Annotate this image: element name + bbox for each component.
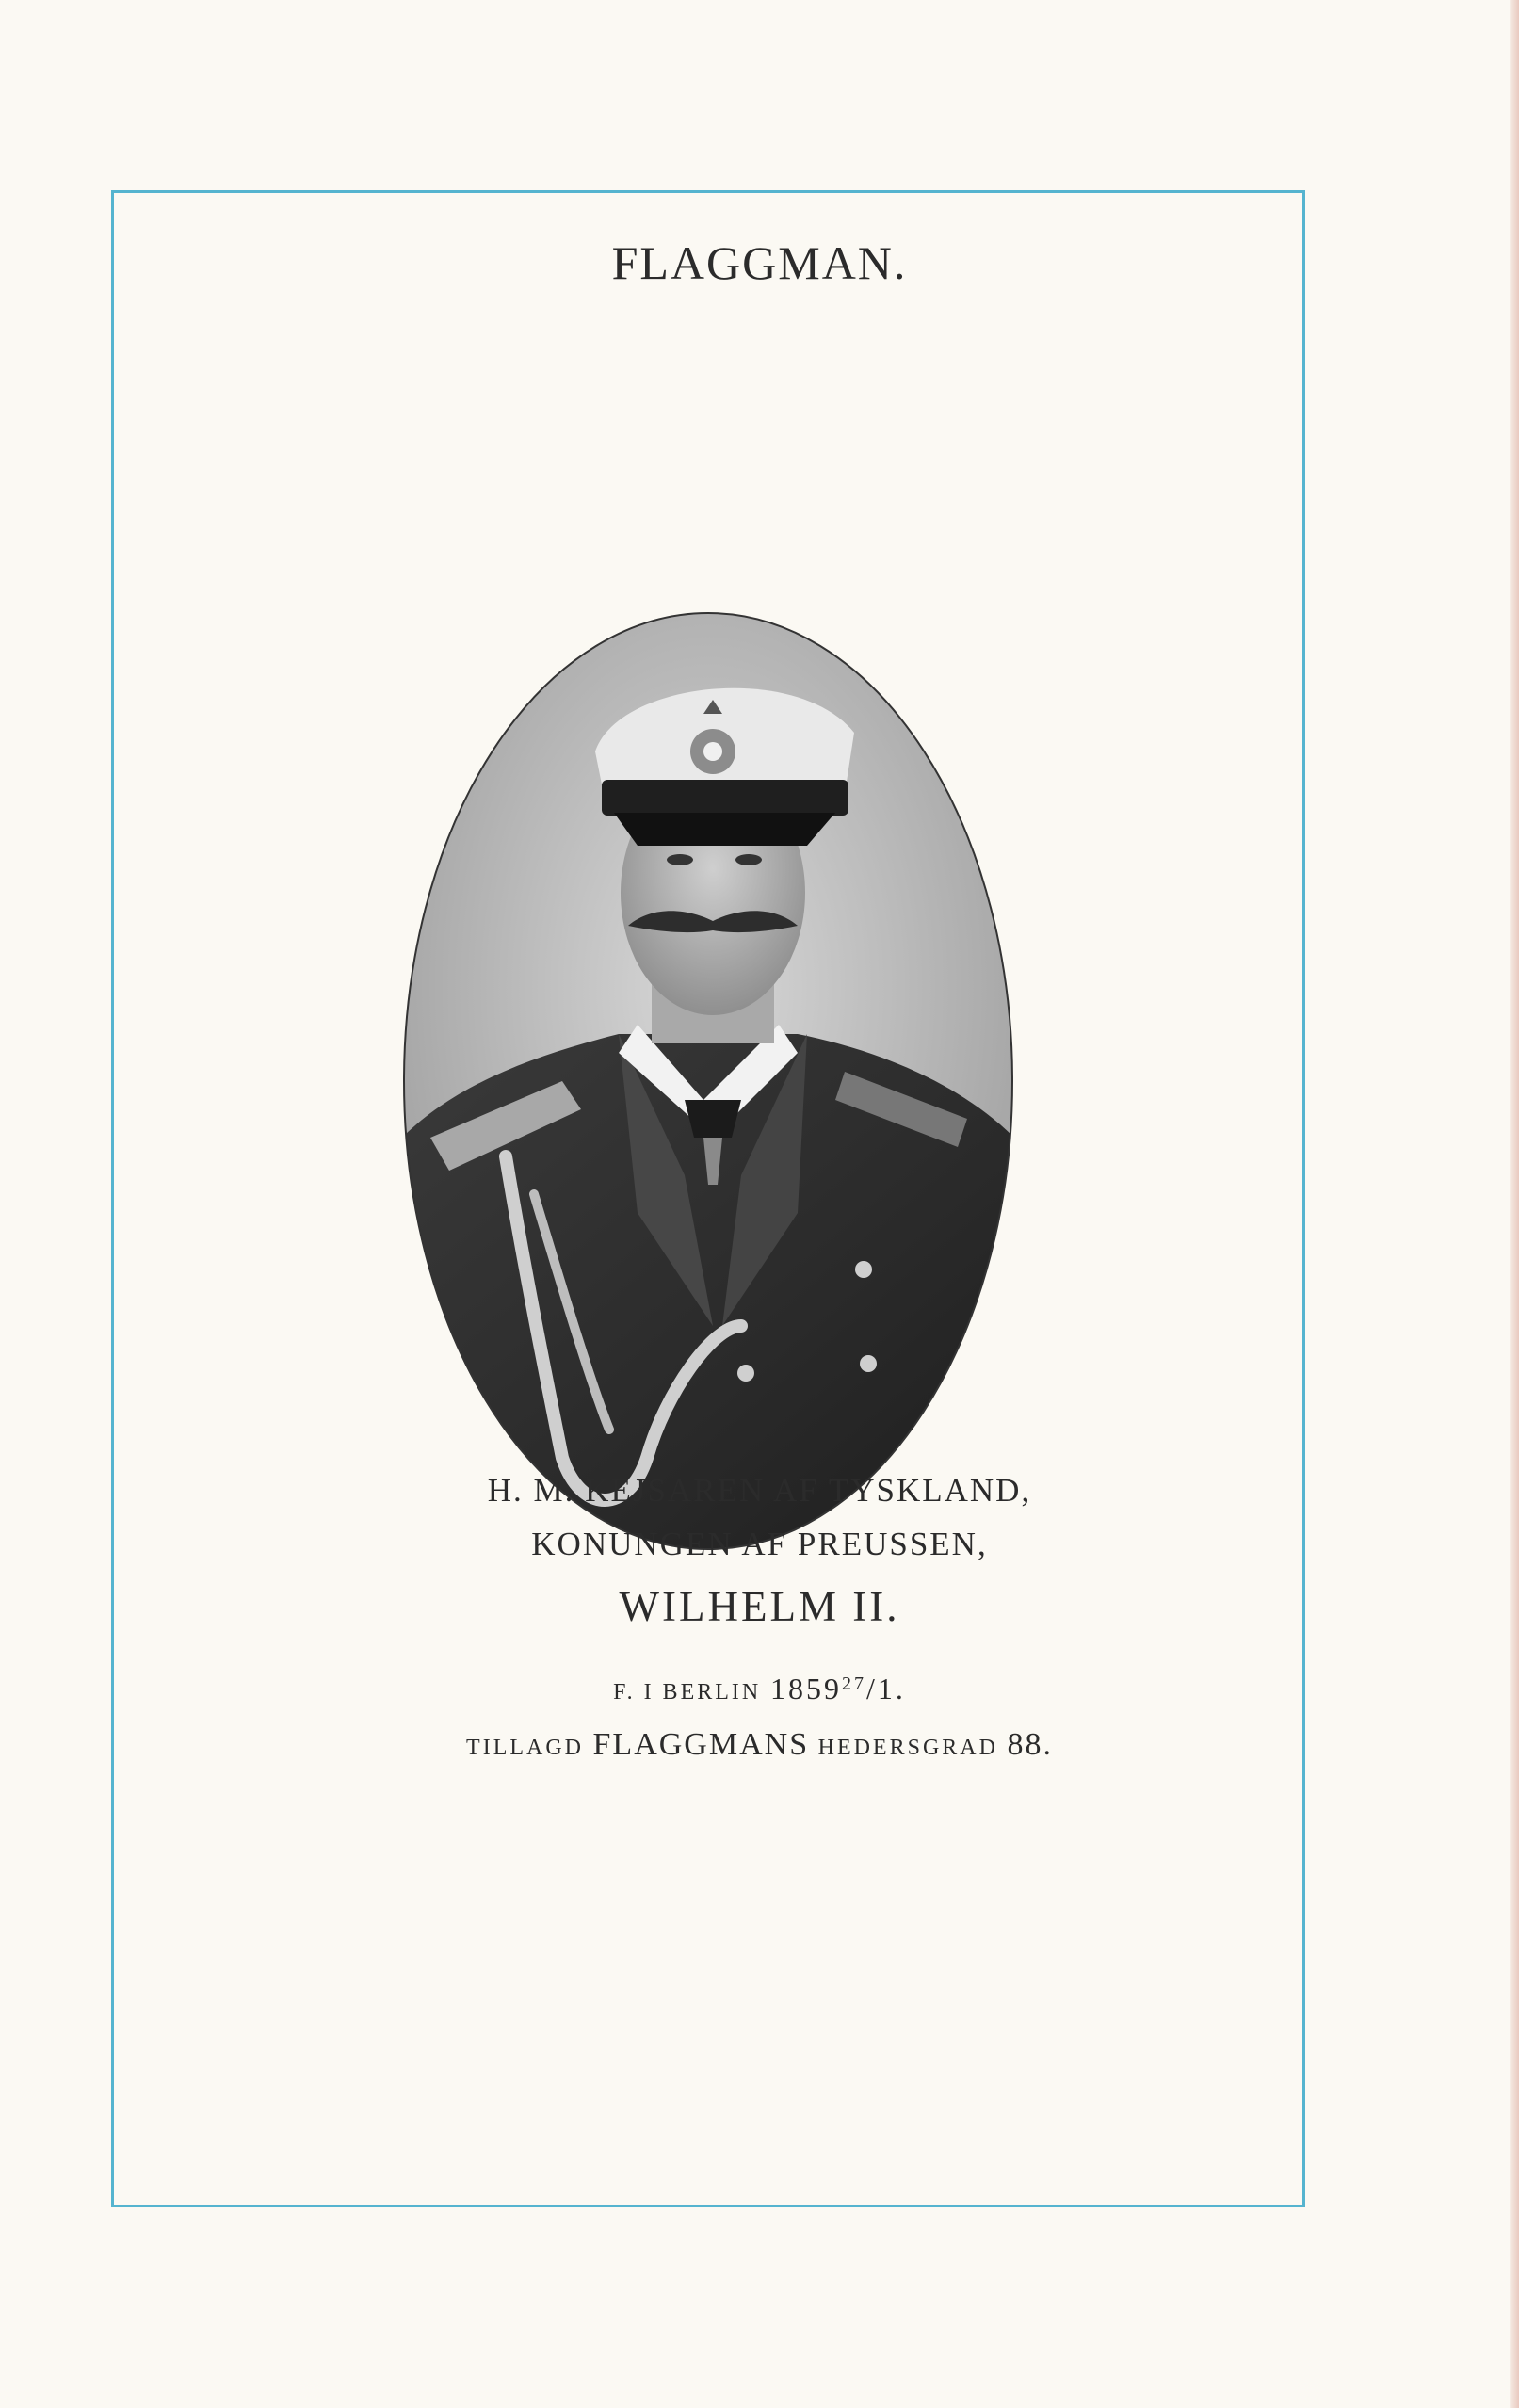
portrait-image [402,610,1014,1552]
page-title: FLAGGMAN. [611,236,908,289]
birth-prefix: F. I BERLIN [613,1680,762,1705]
birth-year: 1859 [769,1672,842,1705]
birth-day: 27 [841,1673,866,1694]
honor-prefix: TILLAGD [466,1736,585,1760]
honor-suffix: HEDERSGRAD [817,1736,998,1760]
caption-title-line: KONUNGEN AF PREUSSEN, [531,1526,988,1562]
page-edge [1510,0,1519,2408]
honor-main: FLAGGMANS [592,1727,810,1762]
caption-birth [0,1672,1519,1706]
caption-name: WILHELM II. [619,1583,900,1630]
birth-month: /1. [865,1672,906,1705]
honor-year: 88. [1007,1727,1053,1762]
caption-honor [0,1727,1519,1763]
caption-title-line: H. M. KEJSAREN AF TYSKLAND, [487,1472,1032,1509]
